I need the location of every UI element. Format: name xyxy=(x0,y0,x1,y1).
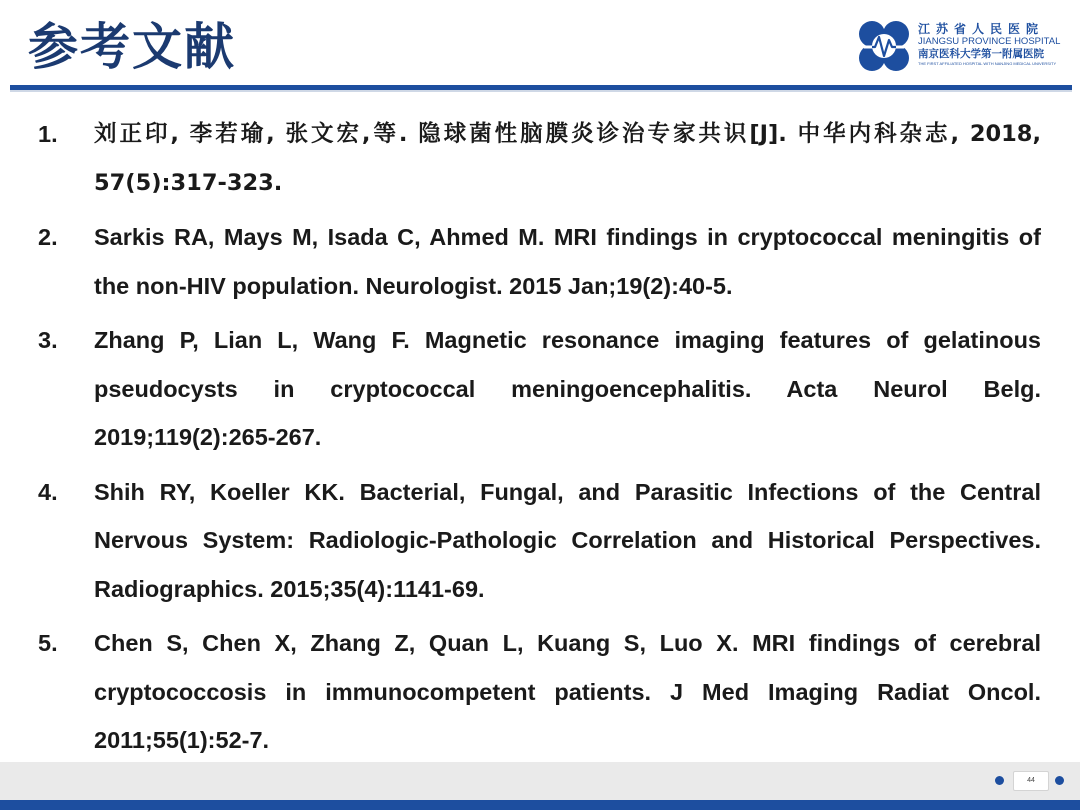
logo-affiliation-en: THE FIRST AFFILIATED HOSPITAL WITH NANJING MEDICAL UNIVERSITY xyxy=(918,61,1057,66)
logo-name-cn: 江苏省人民医院 xyxy=(918,22,1045,36)
reference-number: 2. xyxy=(38,224,58,250)
logo-name-en: JIANGSU PROVINCE HOSPITAL xyxy=(918,36,1061,47)
logo-affiliation-cn: 南京医科大学第一附属医院 xyxy=(918,48,1044,60)
reference-text: Shih RY, Koeller KK. Bacterial, Fungal, and Parasitic Infections of the Central Nervous System: Radiologic-Pathologic Correlation and Historical Perspectives. Radiographics. 2015;35(4):1141-69. xyxy=(94,478,1041,602)
footer-bar xyxy=(0,800,1080,810)
hospital-emblem-icon xyxy=(856,18,912,74)
reference-number: 4. xyxy=(38,478,58,505)
page-title: 参考文献 xyxy=(28,18,236,76)
reference-item xyxy=(38,619,1041,765)
footer-band xyxy=(0,762,1080,800)
reference-text: Zhang P, Lian L, Wang F. Magnetic resonance imaging features of gelatinous pseudocysts in cryptococcal meningoencephalitis. Acta Neurol Belg. 2019;119(2):265-267. xyxy=(94,327,1041,450)
reference-item xyxy=(38,468,1041,614)
reference-number: 1. xyxy=(38,121,58,147)
reference-text: 刘正印, 李若瑜, 张文宏,等. 隐球菌性脑膜炎诊治专家共识[J]. 中华内科杂志, 2018, 57(5):317-323. xyxy=(94,121,1041,196)
reference-text: Sarkis RA, Mays M, Isada C, Ahmed M. MRI findings in cryptococcal meningitis of the non-HIV population. Neurologist. 2015 Jan;19(2):40-5. xyxy=(94,224,1041,299)
footer-dot-left xyxy=(995,776,1004,785)
reference-number: 3. xyxy=(38,327,58,353)
reference-item xyxy=(38,213,1041,310)
reference-number: 5. xyxy=(38,630,58,656)
page-number: 44 xyxy=(1013,771,1049,791)
hospital-logo xyxy=(856,18,1066,76)
reference-item xyxy=(38,316,1041,462)
footer-dot-right xyxy=(1055,776,1064,785)
reference-list xyxy=(38,110,1041,771)
reference-text: Chen S, Chen X, Zhang Z, Quan L, Kuang S, Luo X. MRI findings of cerebral cryptococcosis in immunocompetent patients. J Med Imaging Radiat Oncol. 2011;55(1):52-7. xyxy=(94,630,1041,753)
reference-item xyxy=(38,110,1041,207)
header-divider xyxy=(10,85,1072,92)
